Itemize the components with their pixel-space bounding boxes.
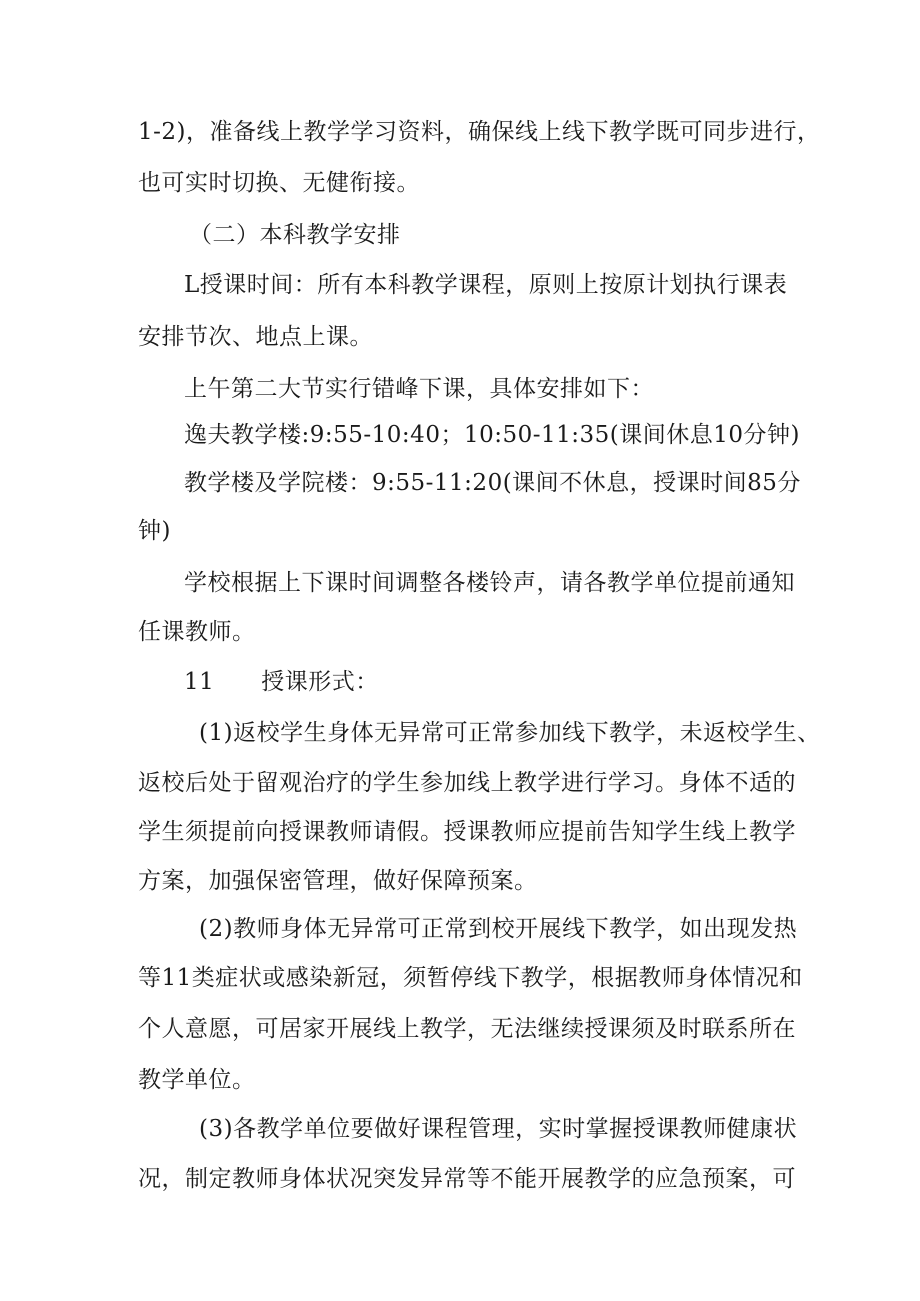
- text-line-4: L授课时间：所有本科教学课程，原则上按原计划执行课表: [184, 272, 788, 298]
- text-line-5: 安排节次、地点上课。: [138, 324, 373, 350]
- text-line-17: (2)教师身体无异常可正常到校开展线下教学，如出现发热: [199, 916, 798, 942]
- text-line-16: 方案，加强保密管理，做好保障预案。: [138, 868, 538, 894]
- text-line-13: (1)返校学生身体无异常可正常参加线下教学，未返校学生、: [199, 720, 821, 746]
- text-line-6: 上午第二大节实行错峰下课，具体安排如下：: [184, 376, 654, 402]
- text-line-2: 也可实时切换、无健衔接。: [138, 170, 420, 196]
- text-line-14: 返校后处于留观治疗的学生参加线上教学进行学习。身体不适的: [138, 770, 796, 796]
- text-line-10: 学校根据上下课时间调整各楼铃声，请各教学单位提前通知: [184, 570, 795, 596]
- section-heading-undergraduate: （二）本科教学安排: [189, 222, 401, 248]
- text-line-22: 况，制定教师身体状况突发异常等不能开展教学的应急预案，可: [138, 1166, 796, 1192]
- text-line-11: 任课教师。: [138, 619, 256, 645]
- text-line-21: (3)各教学单位要做好课程管理，实时掌握授课教师健康状: [199, 1116, 798, 1142]
- text-line-1: 1-2)，准备线上教学学习资料，确保线上线下教学既可同步进行，: [138, 119, 821, 145]
- subheading-teaching-format: 11 授课形式：: [184, 669, 379, 695]
- text-line-9: 钟): [138, 518, 171, 544]
- text-line-8: 教学楼及学院楼：9:55-11:20(课间不休息，授课时间85分: [184, 470, 801, 496]
- text-line-15: 学生须提前向授课教师请假。授课教师应提前告知学生线上教学: [138, 819, 796, 845]
- text-line-18: 等11类症状或感染新冠，须暂停线下教学，根据教师身体情况和: [138, 965, 803, 991]
- text-line-19: 个人意愿，可居家开展线上教学，无法继续授课须及时联系所在: [138, 1016, 796, 1042]
- text-line-7: 逸夫教学楼:9:55-10:40；10:50-11:35(课间休息10分钟): [184, 422, 801, 448]
- text-line-20: 教学单位。: [138, 1067, 256, 1093]
